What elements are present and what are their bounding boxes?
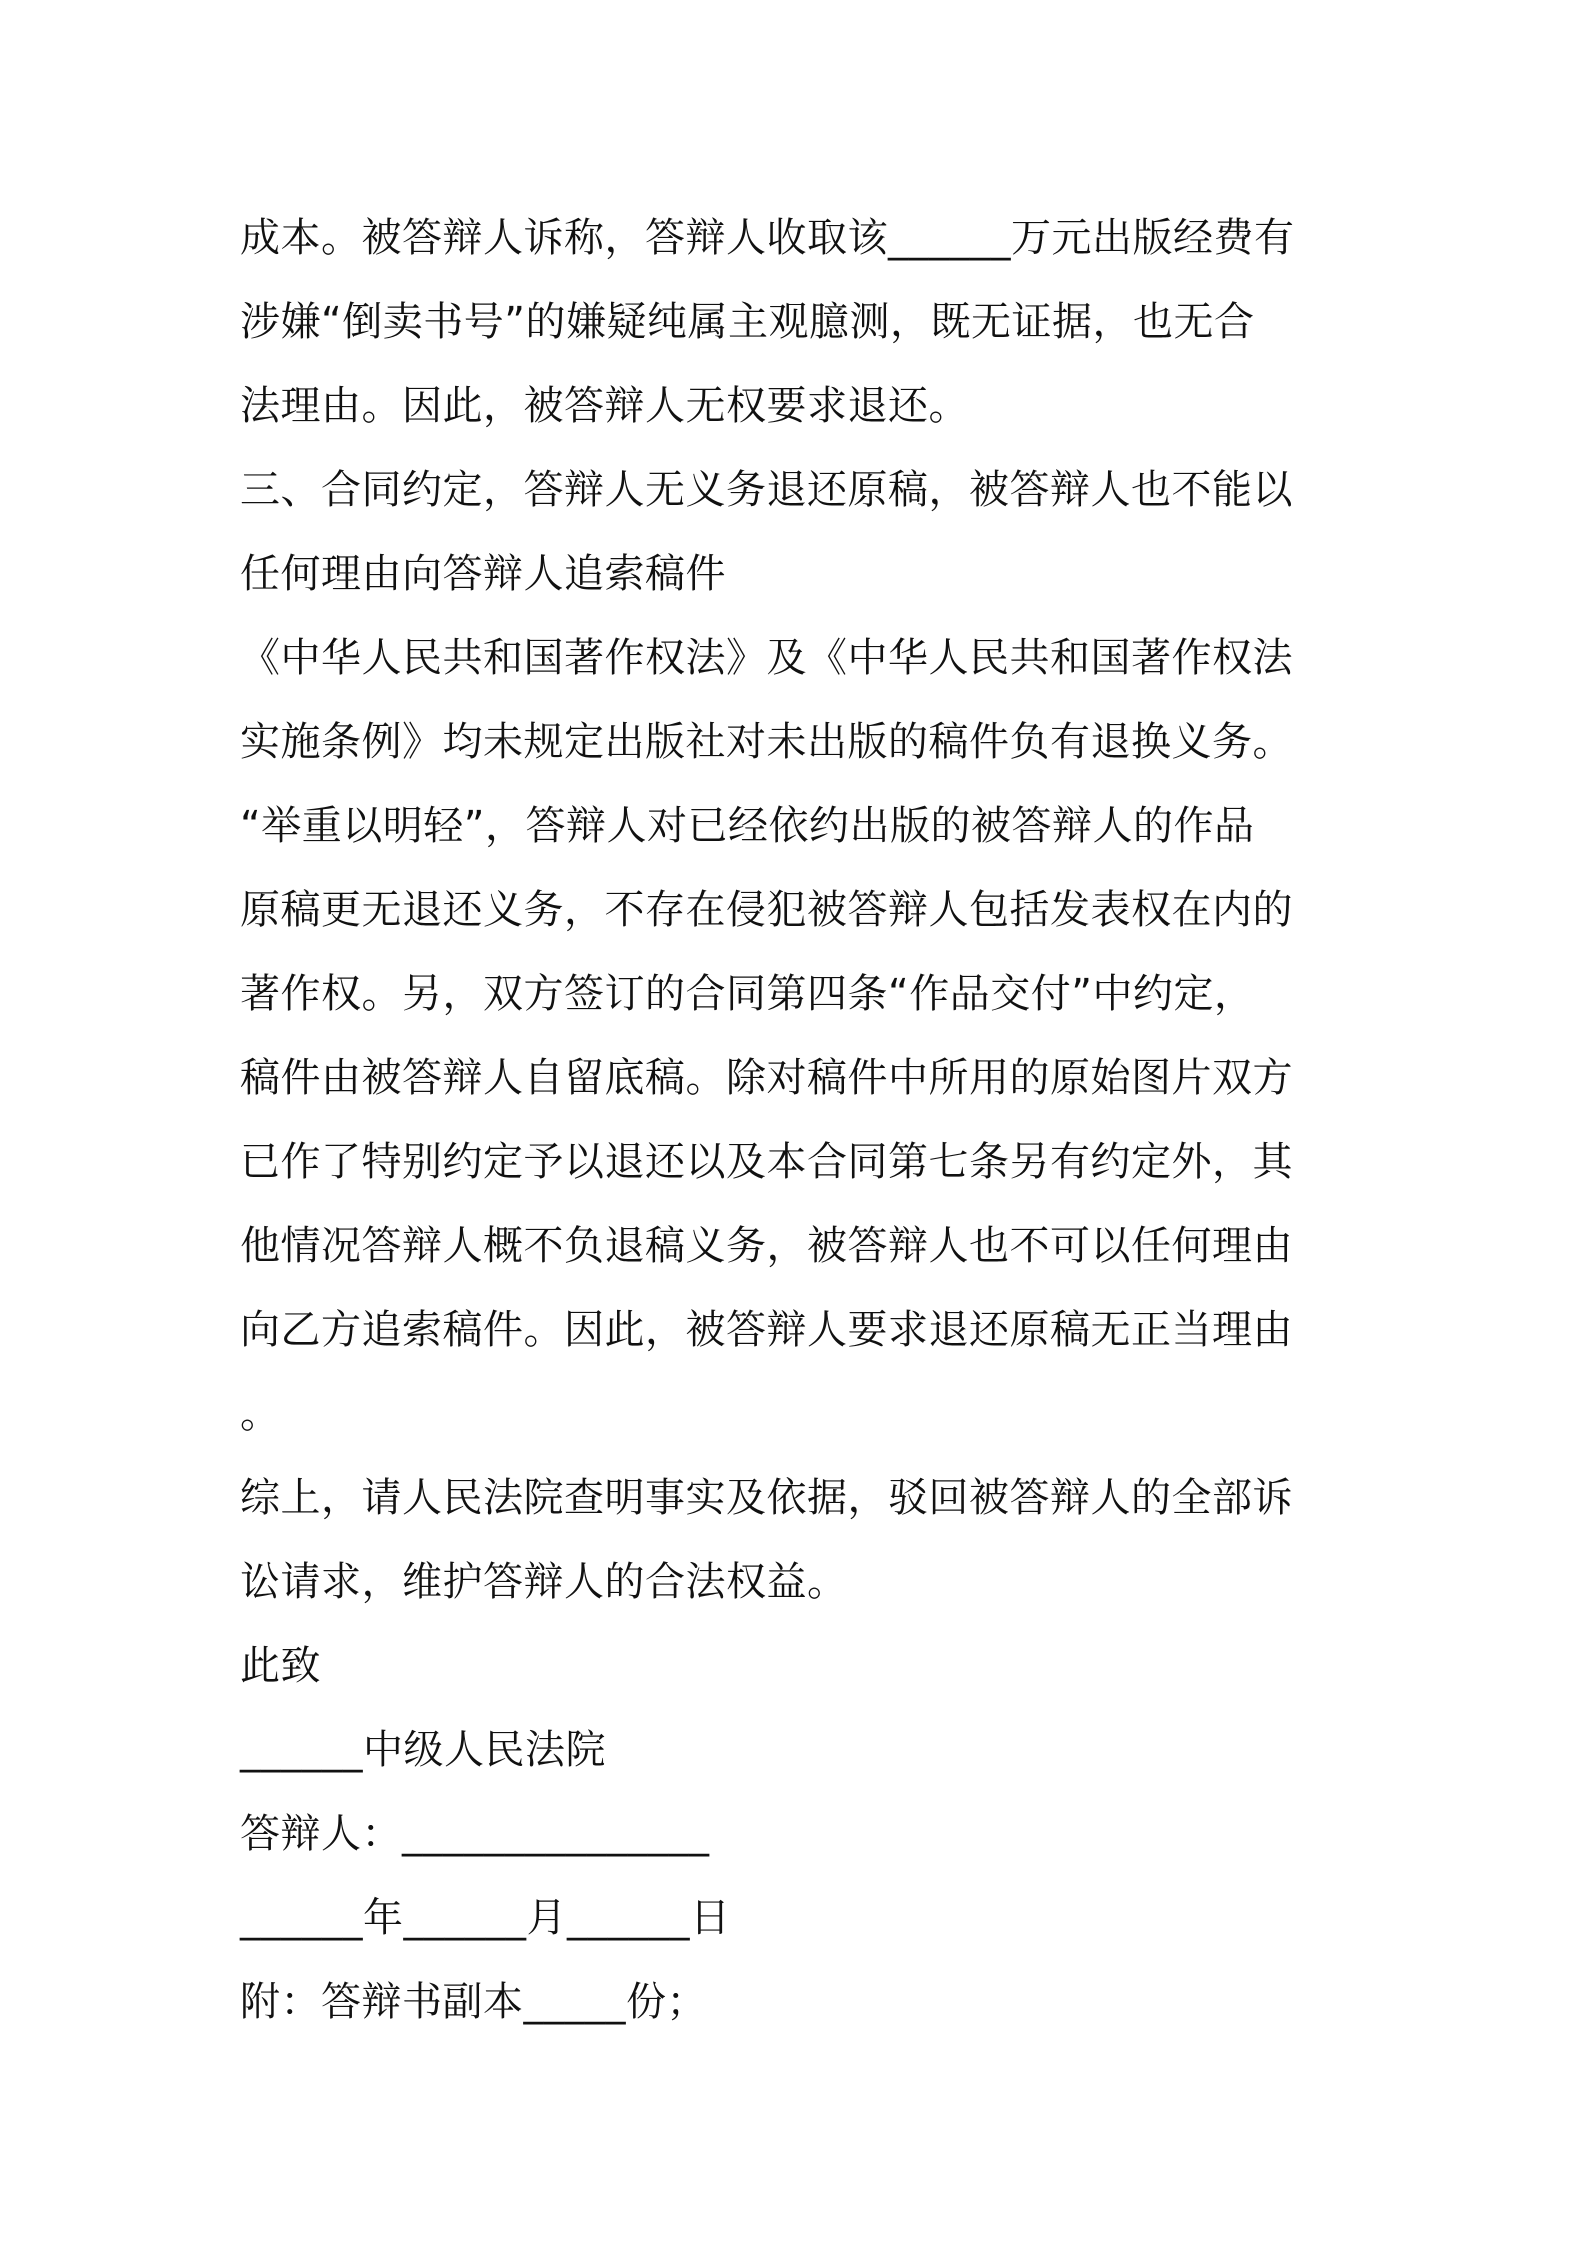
- section-heading-line: 任何理由向答辩人追索稿件: [240, 551, 726, 597]
- section-heading-line: 三、合同约定，答辩人无义务退还原稿，被答辩人也不能以: [240, 467, 1293, 513]
- paragraph-line: 法理由。因此，被答辩人无权要求退还。: [240, 383, 969, 429]
- court-addressee-line: ______中级人民法院: [240, 1727, 606, 1773]
- paragraph-line: 他情况答辩人概不负退稿义务，被答辩人也不可以任何理由: [240, 1223, 1293, 1269]
- conclusion-line: 综上，请人民法院查明事实及依据，驳回被答辩人的全部诉: [240, 1475, 1293, 1521]
- date-line: ______年______月______日: [240, 1895, 731, 1941]
- paragraph-line: 实施条例》均未规定出版社对未出版的稿件负有退换义务。: [240, 719, 1293, 765]
- paragraph-line: 成本。被答辩人诉称，答辩人收取该______万元出版经费有: [240, 215, 1295, 261]
- paragraph-line: “举重以明轻”，答辩人对已经依约出版的被答辩人的作品: [240, 803, 1255, 849]
- attachment-line: 附：答辩书副本_____份；: [240, 1979, 707, 2025]
- paragraph-line: 已作了特别约定予以退还以及本合同第七条另有约定外，其: [240, 1139, 1293, 1185]
- conclusion-line: 讼请求，维护答辩人的合法权益。: [240, 1559, 848, 1605]
- document-body: [240, 196, 1360, 2044]
- paragraph-line: 向乙方追索稿件。因此，被答辩人要求退还原稿无正当理由: [240, 1307, 1293, 1353]
- respondent-signature-line: 答辩人：_______________: [240, 1811, 710, 1857]
- paragraph-line: 。: [240, 1391, 281, 1437]
- paragraph-line: 稿件由被答辩人自留底稿。除对稿件中所用的原始图片双方: [240, 1055, 1293, 1101]
- paragraph-line: 著作权。另，双方签订的合同第四条“作品交付”中约定，: [240, 971, 1255, 1017]
- paragraph-line: 《中华人民共和国著作权法》及《中华人民共和国著作权法: [240, 635, 1293, 681]
- paragraph-line: 涉嫌“倒卖书号”的嫌疑纯属主观臆测，既无证据，也无合: [240, 299, 1255, 345]
- paragraph-line: 原稿更无退还义务，不存在侵犯被答辩人包括发表权在内的: [240, 887, 1293, 933]
- salutation-line: 此致: [240, 1643, 321, 1689]
